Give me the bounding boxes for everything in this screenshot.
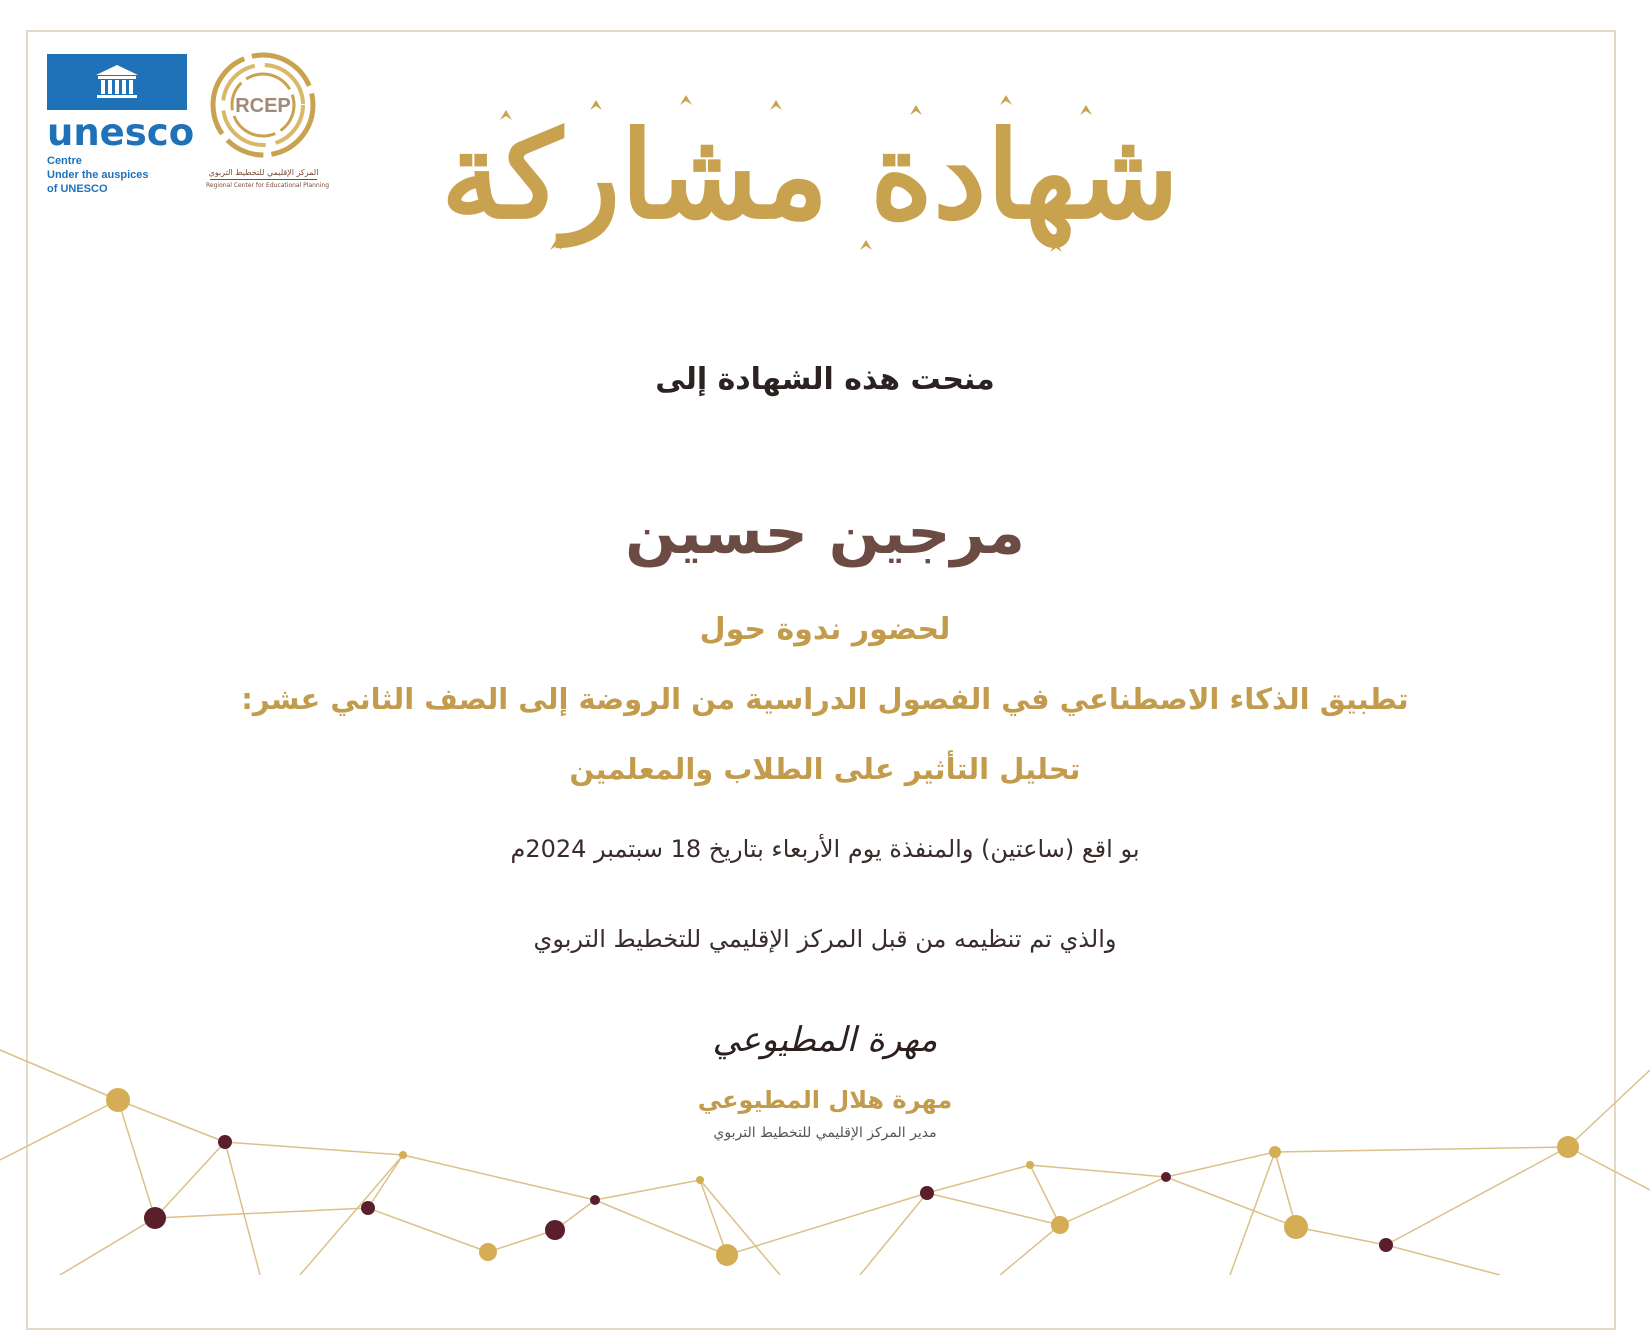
rcep-letters: RCEP: [235, 95, 291, 117]
topic-line-2: تحليل التأثير على الطلاب والمعلمين: [569, 752, 1081, 786]
organizer-text: والذي تم تنظيمه من قبل المركز الإقليمي للتخطيط التربوي: [533, 925, 1117, 953]
network-decoration: [0, 1030, 1650, 1275]
unesco-sub-3: of UNESCO: [47, 183, 108, 195]
unesco-wordmark: unesco: [47, 111, 195, 154]
signer-name: مهرة هلال المطيوعي: [697, 1086, 953, 1114]
title-text: شهادة مشاركة: [441, 104, 1179, 246]
duration-text: بو اقع (ساعتين) والمنفذة يوم الأربعاء بتاريخ 18 سبتمبر 2024م: [510, 835, 1140, 863]
rcep-caption-arabic: المركز الإقليمي للتخطيط التربوي: [208, 168, 319, 177]
attendance-label: لحضور ندوة حول: [699, 612, 951, 647]
rcep-divider: [210, 179, 317, 180]
topic-line-1: تطبيق الذكاء الاصطناعي في الفصول الدراسية من الروضة إلى الصف الثاني عشر:: [241, 682, 1409, 716]
unesco-temple-icon: [47, 54, 187, 110]
signer-title: مدير المركز الإقليمي للتخطيط التربوي: [713, 1125, 937, 1141]
recipient-name: مرجين حسين: [625, 498, 1025, 568]
unesco-sub-1: Centre: [47, 155, 82, 167]
signature: مهرة المطيوعي: [712, 1020, 938, 1060]
rcep-logo: [206, 50, 330, 189]
certificate-title: [440, 80, 1180, 270]
rcep-caption-english: Regional Center for Educational Planning: [206, 182, 330, 189]
rcep-ring-icon: [206, 50, 321, 160]
unesco-logo: [47, 54, 197, 196]
unesco-sub-2: Under the auspices: [47, 169, 149, 181]
granted-to-label: منحت هذه الشهادة إلى: [655, 362, 995, 397]
